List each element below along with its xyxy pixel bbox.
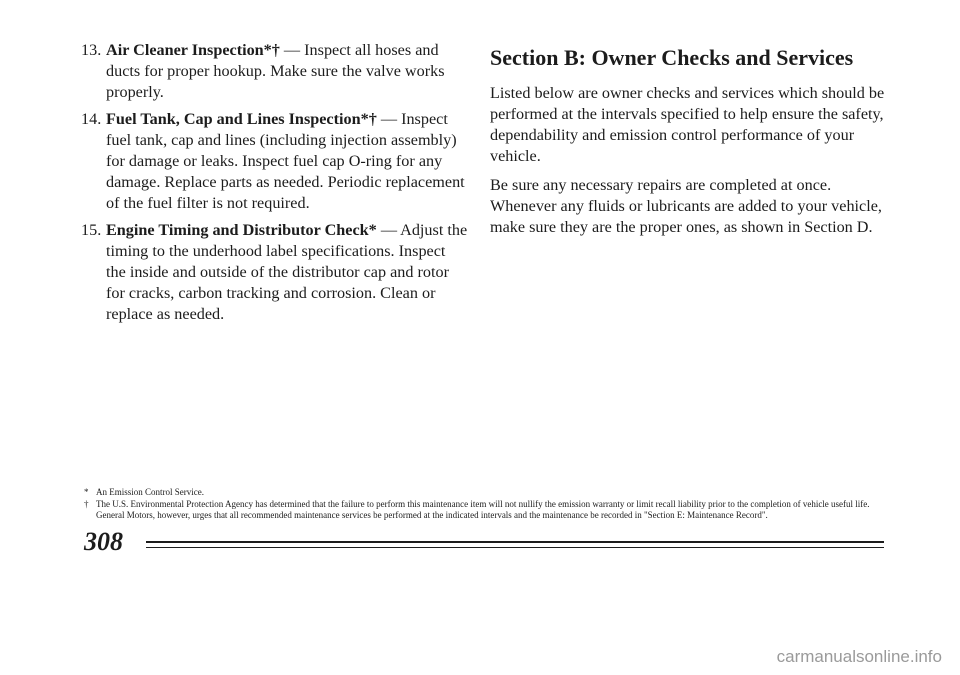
footer-rule-thin: [146, 547, 884, 548]
section-title: Section B: Owner Checks and Services: [490, 45, 854, 70]
watermark-text: carmanualsonline.info: [776, 647, 942, 666]
page-footer: [84, 527, 884, 557]
footnotes: [84, 487, 884, 522]
page-number: 308: [84, 527, 123, 556]
item-title: Air Cleaner Inspection*†: [106, 41, 280, 59]
footnote-text: The U.S. Environmental Protection Agency has determined that the failure to perform this maintenance item will not nullify the emission warranty or limit recall liability prior to the completion of vehicle useful life. General Motors, however, urges that all recommended maintenance services be performed at the indicated intervals and the maintenance be recorded in "Section E: Maintenance Record".: [96, 499, 870, 520]
section-paragraph: Listed below are owner checks and services which should be performed at the intervals specified to help ensure the safety, dependability and emission control performance of your vehicle.: [490, 84, 885, 165]
item-number: 15.: [81, 221, 102, 239]
section-paragraph: Be sure any necessary repairs are completed at once. Whenever any fluids or lubricants are added to your vehicle, make sure they are the proper ones, as shown in Section D.: [490, 176, 882, 236]
item-text: — Inspect all hoses and ducts for proper hookup. Make sure the valve works properly.: [106, 41, 445, 101]
footnote: [84, 499, 884, 521]
item-number: 13.: [81, 41, 102, 59]
footnote-mark: *: [84, 487, 89, 497]
footnote-text: An Emission Control Service.: [96, 487, 204, 497]
footnote: [84, 487, 884, 498]
item-title: Fuel Tank, Cap and Lines Inspection*†: [106, 110, 377, 128]
maintenance-items-column: [81, 40, 469, 331]
maintenance-item: [81, 220, 469, 325]
item-text: — Inspect fuel tank, cap and lines (including injection assembly) for damage or leaks. Inspect fuel cap O-ring for any damage. Replace parts as needed. Periodic replacement of the fuel filter is not required.: [106, 110, 465, 212]
item-number: 14.: [81, 110, 102, 128]
item-title: Engine Timing and Distributor Check*: [106, 221, 377, 239]
maintenance-item: [81, 109, 469, 214]
owner-checks-section: [490, 44, 885, 246]
footer-rule-thick: [146, 541, 884, 543]
page-bottom-margin: [0, 572, 960, 675]
maintenance-item: [81, 40, 469, 103]
footnote-mark: †: [84, 499, 89, 509]
item-text: — Adjust the timing to the underhood label specifications. Inspect the inside and outside of the distributor cap and rotor for cracks, carbon tracking and corrosion. Clean or replace as needed.: [106, 221, 468, 323]
